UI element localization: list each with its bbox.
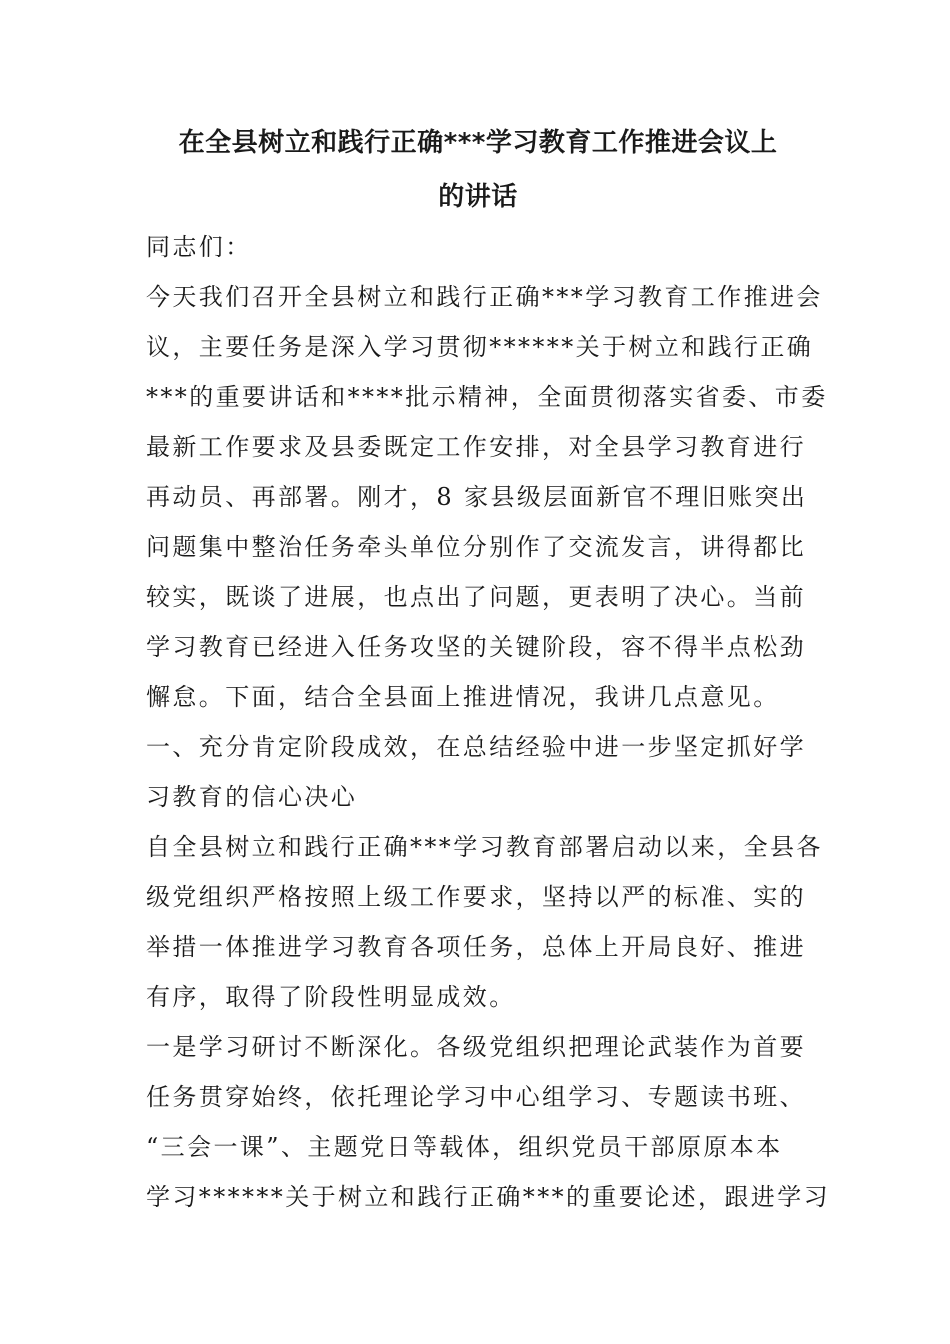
title-line-1: 在全县树立和践行正确***学习教育工作推进会议上 bbox=[178, 128, 778, 158]
text-line: 有序，取得了阶段性明显成效。 bbox=[146, 983, 516, 1011]
text-line: 习教育的信心决心 bbox=[146, 783, 358, 811]
text-line: 任务贯穿始终，依托理论学习中心组学习、专题读书班、 bbox=[146, 1083, 806, 1111]
text-line: 最新工作要求及县委既定工作安排，对全县学习教育进行 bbox=[146, 433, 806, 461]
text-line: 懈怠。下面，结合全县面上推进情况，我讲几点意见。 bbox=[146, 683, 780, 711]
text-line: 同志们： bbox=[146, 233, 252, 261]
text-line: 级党组织严格按照上级工作要求，坚持以严的标准、实的 bbox=[146, 883, 806, 911]
title-line-2: 的讲话 bbox=[438, 182, 518, 212]
section-heading-1 bbox=[146, 722, 810, 822]
text-line: 学习教育已经进入任务攻坚的关键阶段，容不得半点松劲 bbox=[146, 633, 806, 661]
text-line: ***的重要讲话和****批示精神，全面贯彻落实省委、市委 bbox=[146, 383, 828, 411]
text-line: 学习******关于树立和践行正确***的重要论述，跟进学习 bbox=[146, 1183, 830, 1211]
body-paragraph bbox=[146, 822, 823, 1022]
text-line: 问题集中整治任务牵头单位分别作了交流发言，讲得都比 bbox=[146, 533, 806, 561]
salutation-paragraph bbox=[146, 222, 810, 272]
text-line: 自全县树立和践行正确***学习教育部署启动以来，全县各 bbox=[146, 833, 823, 861]
body-paragraph bbox=[146, 1022, 830, 1222]
text-line: 今天我们召开全县树立和践行正确***学习教育工作推进会 bbox=[146, 283, 823, 311]
text-line: 举措一体推进学习教育各项任务，总体上开局良好、推进 bbox=[146, 933, 806, 961]
document-title bbox=[146, 116, 810, 224]
text-line: 一、充分肯定阶段成效，在总结经验中进一步坚定抓好学 bbox=[146, 733, 806, 761]
text-line: 一是学习研讨不断深化。各级党组织把理论武装作为首要 bbox=[146, 1033, 806, 1061]
text-line: “三会一课”、主题党日等载体，组织党员干部原原本本 bbox=[146, 1133, 783, 1161]
text-line: 议，主要任务是深入学习贯彻******关于树立和践行正确 bbox=[146, 333, 814, 361]
intro-paragraph bbox=[146, 272, 828, 722]
text-line: 较实，既谈了进展，也点出了问题，更表明了决心。当前 bbox=[146, 583, 806, 611]
document-body bbox=[146, 222, 830, 1222]
text-line: 再动员、再部署。刚才，8 家县级层面新官不理旧账突出 bbox=[146, 483, 808, 511]
